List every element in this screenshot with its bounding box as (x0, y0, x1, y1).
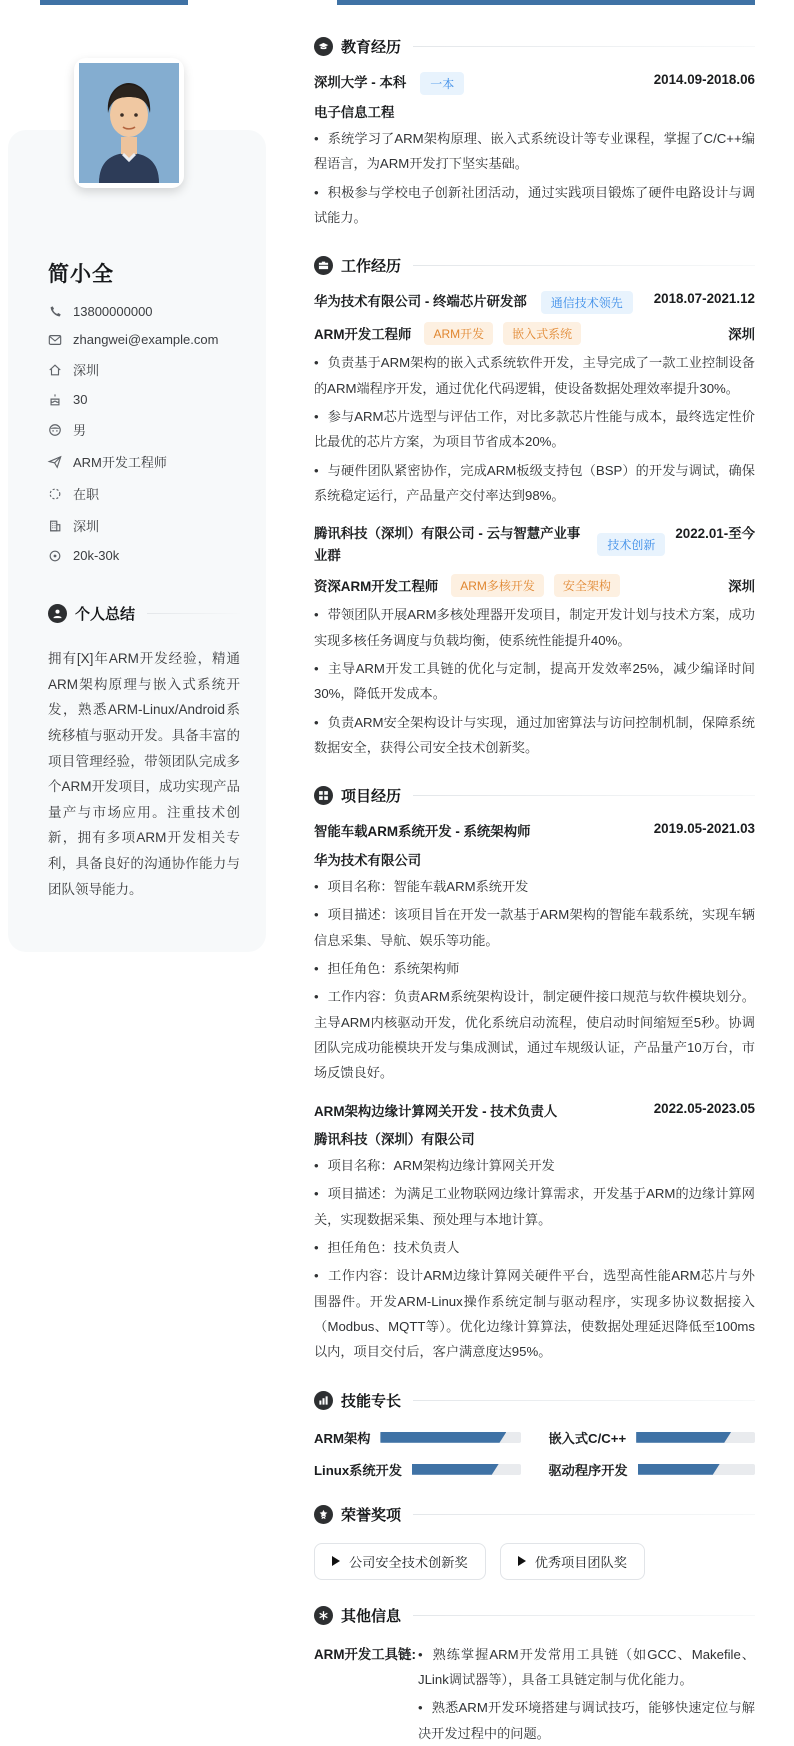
work-entry-head (314, 291, 755, 314)
skill-bar-fill (638, 1464, 720, 1475)
project-date: 2019.05-2021.03 (653, 821, 755, 837)
skill-label: ARM架构 (314, 1430, 371, 1446)
gender-icon (48, 423, 62, 437)
play-icon (332, 1556, 340, 1566)
divider (413, 265, 755, 266)
work-date: 2018.07-2021.12 (653, 291, 755, 307)
project-entry (314, 821, 755, 1085)
work-date: 2022.01-至今 (675, 526, 755, 542)
summary-title: 个人总结 (75, 606, 136, 623)
contact-text: 深圳 (73, 363, 100, 378)
work-section (314, 255, 755, 760)
honor-list (314, 1543, 755, 1580)
contact-text: zhangwei@example.com (73, 332, 219, 347)
work-location: 深圳 (728, 327, 755, 343)
project-bullets (314, 1153, 755, 1365)
sidebar (8, 130, 266, 952)
contact-item-hometown (48, 360, 240, 379)
top-accent-bar-left (40, 0, 188, 5)
tag: ARM开发 (424, 322, 493, 345)
bullet: • 负责ARM安全架构设计与实现，通过加密算法与访问控制机制，保障系统数据安全，获得公司安全技术创新奖。 (314, 710, 755, 761)
grid-icon (314, 786, 333, 805)
bullet: • 担任角色：技术负责人 (314, 1235, 755, 1260)
mail-icon (48, 333, 62, 347)
work-entry (314, 523, 755, 760)
project-entry-head (314, 1101, 755, 1122)
bullet: • 负责基于ARM架构的嵌入式系统软件开发，主导完成了一款工业控制设备的ARM端程序开发，通过优化代码逻辑，使设备数据处理效率提升30%。 (314, 350, 755, 401)
project-entry (314, 1101, 755, 1365)
bullet: • 担任角色：系统架构师 (314, 956, 755, 981)
section-title: 项目经历 (341, 788, 402, 806)
projects-header (314, 785, 755, 806)
bullet: • 项目名称：智能车载ARM系统开发 (314, 874, 755, 899)
section-title: 其他信息 (341, 1607, 402, 1625)
bullet: • 带领团队开展ARM多核处理器开发项目，制定开发计划与技术方案，成功实现多核任务调度与负载均衡，使系统性能提升40%。 (314, 602, 755, 653)
skill-bar-track (412, 1464, 521, 1475)
contact-item-gender (48, 420, 240, 439)
skill-item (549, 1428, 756, 1447)
work-entry (314, 291, 755, 508)
person-icon (48, 604, 67, 623)
bullet: • 与硬件团队紧密协作，完成ARM板级支持包（BSP）的开发与调试，确保系统稳定运行，产品量产交付率达到98%。 (314, 458, 755, 509)
contact-text: ARM开发工程师 (73, 455, 167, 470)
play-icon (518, 1556, 526, 1566)
bullet: • 参与ARM芯片选型与评估工作，对比多款芯片性能与成本，最终选定性价比最优的芯片方案，为项目节省成本20%。 (314, 404, 755, 455)
other-label: ARM开发工具链: (314, 1646, 416, 1662)
contact-text: 13800000000 (73, 304, 153, 319)
company-badge: 通信技术领先 (541, 291, 633, 314)
bullet: • 工作内容：设计ARM边缘计算网关硬件平台，选型高性能ARM芯片与外围器件。开发ARM-Linux操作系统定制与驱动程序，实现多协议数据接入（Modbus、MQTT等）。优化边缘计算算法，使数据处理延迟降低至100ms以内，项目交付后，客户满意度达95%。 (314, 1263, 755, 1364)
project-entry-head (314, 821, 755, 842)
divider (413, 795, 755, 796)
section-title: 工作经历 (341, 258, 402, 276)
position-row (314, 574, 755, 597)
top-accent-bar-right (337, 0, 755, 5)
position-name: 资深ARM开发工程师 (314, 579, 439, 595)
divider (147, 613, 240, 614)
skill-item (314, 1428, 521, 1447)
other-row (314, 1642, 755, 1746)
paper-plane-icon (48, 455, 62, 469)
company-name: 腾讯科技（深圳）有限公司 - 云与智慧产业事业群 (314, 526, 581, 563)
skills-grid (314, 1428, 755, 1479)
bullet: • 项目名称：ARM架构边缘计算网关开发 (314, 1153, 755, 1178)
bullet: • 项目描述：为满足工业物联网边缘计算需求，开发基于ARM的边缘计算网关，实现数据采集、预处理与本地计算。 (314, 1181, 755, 1232)
school-name: 深圳大学 - 本科 (314, 75, 407, 90)
skill-item (549, 1460, 756, 1479)
contact-text: 在职 (73, 487, 100, 502)
status-icon (48, 487, 62, 501)
work-location: 深圳 (728, 579, 755, 595)
target-icon (48, 549, 62, 563)
bullet: • 熟练掌握ARM开发常用工具链（如GCC、Makefile、JLink调试器等），具备工具链定制与优化能力。 (418, 1642, 755, 1693)
tag: ARM多核开发 (451, 574, 544, 597)
section-title: 技能专长 (341, 1392, 402, 1410)
contact-item-phone (48, 304, 240, 319)
position-tags (424, 322, 581, 345)
education-section (314, 36, 755, 230)
skill-bar-track (636, 1432, 755, 1443)
briefcase-icon (314, 256, 333, 275)
honors-header (314, 1504, 755, 1525)
project-date: 2022.05-2023.05 (653, 1100, 755, 1116)
skill-label: Linux系统开发 (314, 1462, 402, 1478)
skill-bar-fill (636, 1432, 731, 1443)
skill-bar-track (638, 1464, 755, 1475)
contact-item-status (48, 484, 240, 503)
building-icon (48, 519, 62, 533)
education-entry (314, 72, 755, 230)
company-name: 华为技术有限公司 - 终端芯片研发部 (314, 294, 527, 310)
other-section (314, 1605, 755, 1746)
projects-section (314, 785, 755, 1364)
contact-text: 30 (73, 392, 88, 407)
graduation-cap-icon (314, 37, 333, 56)
honor-item[interactable] (500, 1543, 645, 1580)
avatar (79, 63, 179, 183)
project-bullets (314, 874, 755, 1086)
divider (413, 1400, 755, 1401)
summary-text: 拥有[X]年ARM开发经验，精通ARM架构原理与嵌入式系统开发，熟悉ARM-Linux/Android系统移植与驱动开发。具备丰富的项目管理经验，带领团队完成多个ARM开发项目，成功实现产品量产与市场应用。注重技术创新，拥有多项ARM开发相关专利，具备良好的沟通协作能力与团队领导能力。 (48, 651, 240, 897)
tag: 嵌入式系统 (503, 322, 581, 345)
skills-header (314, 1390, 755, 1411)
bullet: • 系统学习了ARM架构原理、嵌入式系统设计等专业课程，掌握了C/C++编程语言，为ARM开发打下坚实基础。 (314, 126, 755, 177)
asterisk-icon (314, 1606, 333, 1625)
project-company: 华为技术有限公司 (314, 852, 422, 868)
other-header (314, 1605, 755, 1626)
honor-label: 优秀项目团队奖 (534, 1554, 627, 1570)
skill-bar-fill (412, 1464, 499, 1475)
honor-label: 公司安全技术创新奖 (349, 1554, 468, 1570)
divider (413, 46, 755, 47)
bullet: • 工作内容：负责ARM系统架构设计，制定硬件接口规范与软件模块划分。主导ARM内核驱动开发，优化系统启动流程，使启动时间缩短至5秒。协调团队完成功能模块开发与集成测试，通过车规级认证，产品量产10万台，市场反馈良好。 (314, 984, 755, 1085)
divider (413, 1615, 755, 1616)
bullet: • 熟悉ARM开发环境搭建与调试技巧，能够快速定位与解决开发过程中的问题。 (418, 1695, 755, 1746)
section-title: 荣誉奖项 (341, 1506, 402, 1524)
honor-item[interactable] (314, 1543, 486, 1580)
age-icon (48, 393, 62, 407)
main-column (314, 36, 755, 1746)
position-tags (451, 574, 620, 597)
skills-section (314, 1390, 755, 1479)
candidate-name: 简小全 (48, 263, 114, 286)
contact-item-age (48, 392, 240, 407)
project-company: 腾讯科技（深圳）有限公司 (314, 1132, 475, 1147)
skill-bar-fill (380, 1432, 506, 1443)
contact-item-city (48, 516, 240, 535)
project-name: ARM架构边缘计算网关开发 - 技术负责人 (314, 1103, 558, 1119)
contact-item-email (48, 332, 240, 347)
contact-text: 20k-30k (73, 548, 120, 563)
contact-item-salary (48, 548, 240, 563)
contact-list (48, 304, 240, 563)
position-row (314, 322, 755, 345)
work-bullets (314, 602, 755, 760)
bar-chart-icon (314, 1391, 333, 1410)
position-name: ARM开发工程师 (314, 327, 412, 343)
contact-text: 男 (73, 423, 87, 438)
education-date: 2014.09-2018.06 (653, 72, 755, 87)
major: 电子信息工程 (314, 105, 395, 120)
skill-label: 驱动程序开发 (548, 1462, 628, 1478)
project-name: 智能车载ARM系统开发 - 系统架构师 (314, 824, 531, 840)
bullet: • 项目描述：该项目旨在开发一款基于ARM架构的智能车载系统，实现车辆信息采集、导航、娱乐等功能。 (314, 902, 755, 953)
section-title: 教育经历 (341, 39, 402, 56)
profile-photo (74, 58, 184, 188)
summary-section-header (48, 603, 240, 624)
school-badge: 一本 (420, 72, 464, 95)
contact-text: 深圳 (73, 519, 100, 534)
skill-label: 嵌入式C/C++ (548, 1430, 627, 1446)
work-entry-head (314, 523, 755, 566)
tag: 安全架构 (554, 574, 620, 597)
medal-icon (314, 1505, 333, 1524)
work-header (314, 255, 755, 276)
other-bullets (418, 1642, 755, 1746)
education-entry-head (314, 72, 755, 95)
education-bullets (314, 126, 755, 230)
bullet: • 主导ARM开发工具链的优化与定制，提高开发效率25%，减少编译时间30%，降低开发成本。 (314, 656, 755, 707)
education-header (314, 36, 755, 57)
divider (413, 1514, 755, 1515)
contact-item-job-intent (48, 452, 240, 471)
honors-section (314, 1504, 755, 1580)
home-icon (48, 363, 62, 377)
skill-item (314, 1460, 521, 1479)
skill-bar-track (380, 1432, 520, 1443)
phone-icon (48, 305, 62, 319)
company-badge: 技术创新 (597, 533, 665, 556)
work-bullets (314, 350, 755, 508)
bullet: • 积极参与学校电子创新社团活动，通过实践项目锻炼了硬件电路设计与调试能力。 (314, 180, 755, 231)
